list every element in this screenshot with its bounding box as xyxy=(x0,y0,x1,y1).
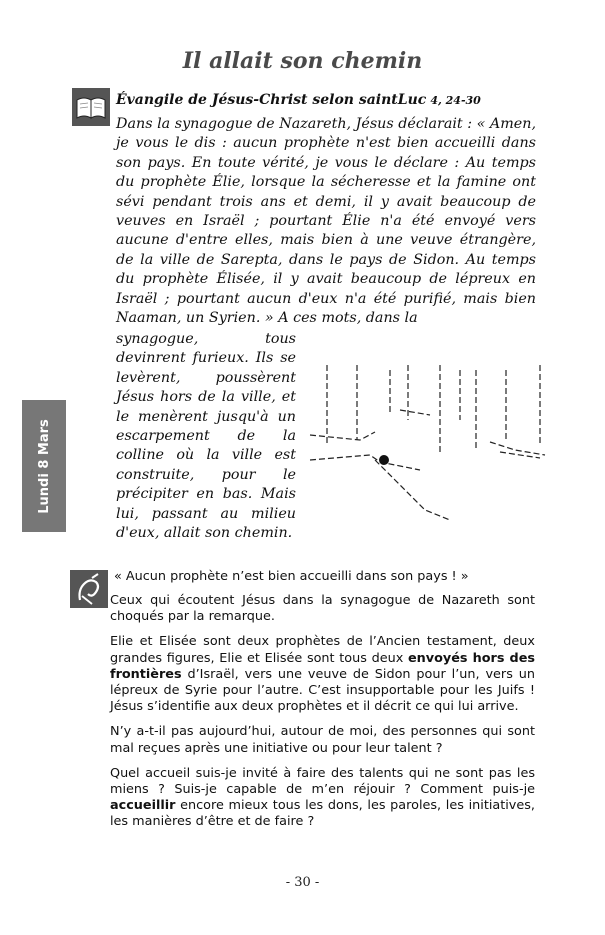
emphasis-text: envoyés hors des frontières xyxy=(110,650,535,682)
page-number: - 30 - xyxy=(285,875,320,890)
text-span: Quel accueil suis-je invité à faire des talents qui ne sont pas les miens ? Suis-je capable de m’en réjouir ? Comment puis-je xyxy=(110,765,535,798)
emphasis-text: accueillir xyxy=(110,798,176,814)
commentary-paragraph xyxy=(110,634,535,715)
page-title: Il allait son chemin xyxy=(182,48,423,74)
commentary-paragraph xyxy=(110,766,535,831)
text-span: encore mieux tous les dons, les paroles, les initiatives, les manières d’être et de faire ? xyxy=(110,798,535,830)
commentary-quote: « Aucun prophète n’est bien accueilli dans son pays ! » xyxy=(114,569,469,584)
gospel-text: Dans la synagogue de Nazareth, Jésus déclarait : « Amen, je vous le dis : aucun prophète n'est bien accueilli dans son pays. En toute vérité, je vous le déclare : Au temps du prophète Élie, lorsque la sécheresse et la famine ont sévi pendant trois ans et demi, il y avait beaucoup de veuves en Israël ; pourtant Élie n'a été envoyé vers aucune d'entre elles, mais bien à une veuve étrangère, de la ville de Sarepta, dans le pays de Sidon. Au temps du prophète Élisée, il y avait beaucoup de lépreux en Israël ; pourtant aucun d'eux n'a été purifié, mais bien Naaman, un Syrien. » A ces mots, dans la xyxy=(116,116,536,327)
commentary-icon xyxy=(70,570,108,608)
gospel-heading xyxy=(116,92,481,108)
commentary-paragraph: Ceux qui écoutent Jésus dans la synagogue de Nazareth sont choqués par la remarque. xyxy=(110,593,535,625)
illustration-drawing xyxy=(300,360,550,520)
text-span: d’Israël, vers une veuve de Sidon pour l’un, vers un lépreux de Syrie pour l’autre. C’est insupportable pour les Juifs ! Jésus s’identifie aux deux prophètes et il décrit ce qui lui arrive. xyxy=(110,666,535,715)
date-tab xyxy=(22,400,66,532)
gospel-title: Évangile de Jésus-Christ selon saintLuc xyxy=(116,92,427,108)
gospel-reference: 4, 24-30 xyxy=(430,94,481,107)
commentary-paragraph: N’y a-t-il pas aujourd’hui, autour de moi, des personnes qui sont mal reçues après une initiative ou pour leur talent ? xyxy=(110,724,535,756)
date-label: Lundi 8 Mars xyxy=(36,418,52,514)
text-span: Elie et Elisée sont deux prophètes de l’Ancien testament, deux grandes figures, Elie et Elisée sont tous deux xyxy=(110,634,535,666)
commentary-body xyxy=(110,593,535,840)
gospel-text-continued: synagogue, tous devinrent furieux. Ils se levèrent, poussèrent Jésus hors de la ville, et le menèrent jusqu'à un escarpement de la colline où la ville est construite, pour le précipiter en bas. Mais lui, passant au milieu d'eux, allait son chemin. xyxy=(116,331,296,542)
open-book-icon xyxy=(72,88,110,126)
